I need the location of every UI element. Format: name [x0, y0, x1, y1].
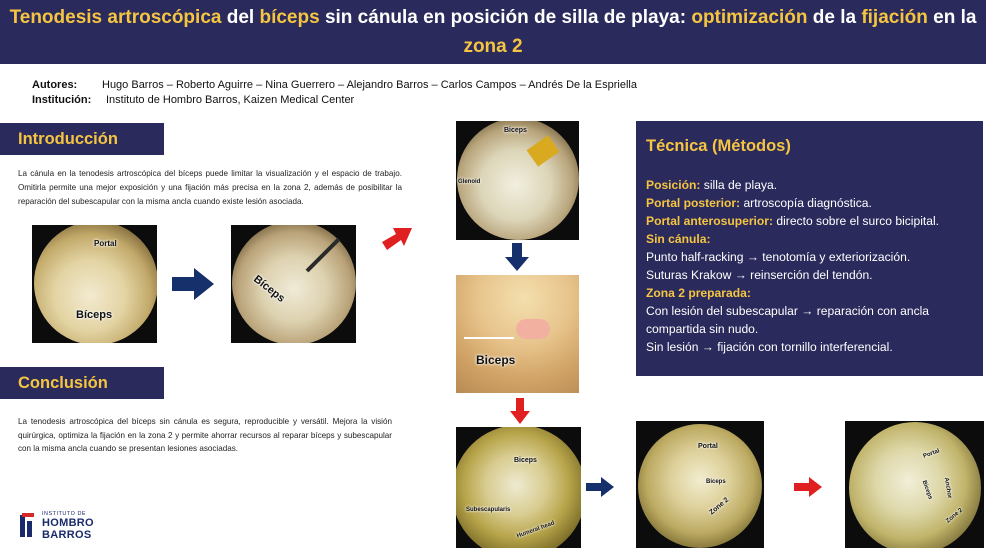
conclusion-text: La tenodesis artroscópica del bíceps sin cánula es segura, reproducible y versátil. Mejora la visión quirúrgica, optimiza la fijación en la zona 2 y permite ahorrar recursos al reparar bíceps y subescapular con la misma ancla cuando se presentan lesiones asociadas.	[18, 417, 392, 453]
technique-step: Suturas Krakow → reinserción del tendón.	[646, 268, 873, 282]
author-block	[32, 78, 637, 108]
tendon-shape	[516, 319, 550, 339]
technique-key: Portal posterior:	[646, 196, 741, 210]
institution-name: Instituto de Hombro Barros, Kaizen Medical Center	[106, 94, 355, 106]
technique-step: Sin lesión → fijación con tornillo interferencial.	[646, 340, 893, 354]
arthroscopy-image-1	[32, 225, 157, 343]
authors-row	[32, 78, 637, 93]
label-biceps: Bíceps	[76, 309, 113, 321]
institution-label: Institución:	[32, 94, 92, 106]
technique-step: Punto half-racking → tenotomía y exteriorización.	[646, 250, 911, 264]
arthroscopy-image-5	[456, 427, 581, 548]
technique-value: directo sobre el surco bicipital.	[773, 214, 940, 228]
poster-title	[0, 0, 986, 64]
suture-shape	[464, 337, 514, 339]
conclusion-heading: Conclusión	[0, 367, 164, 399]
title-part: zona 2	[463, 36, 523, 57]
technique-posterior-portal	[646, 194, 973, 212]
label-portal: Portal	[922, 448, 941, 460]
label-biceps: Bíceps	[251, 273, 287, 305]
arthroscopy-image-6	[636, 421, 764, 548]
label-portal: Portal	[698, 443, 718, 450]
label-biceps: Biceps	[706, 479, 726, 485]
instrument-shape	[303, 235, 343, 275]
title-part: sin cánula en posición de silla de playa:	[319, 7, 692, 28]
arrow-right-icon	[794, 477, 822, 497]
label-anchor: Anchor	[942, 477, 953, 499]
surgical-image-4	[456, 275, 579, 393]
technique-zone2	[646, 284, 973, 302]
logo-mark-icon	[18, 513, 38, 539]
label-biceps: Biceps	[504, 127, 527, 134]
arrow-right-icon	[586, 477, 614, 497]
technique-step: Con lesión del subescapular → reparación con ancla compartida sin nudo.	[646, 304, 930, 336]
arrow-down-icon	[505, 243, 529, 271]
label-zone2: Zone 2	[708, 496, 731, 517]
authors-label: Autores:	[32, 79, 78, 91]
arrow-down-icon	[510, 398, 530, 424]
technique-panel	[636, 121, 983, 376]
introduction-heading: Introducción	[0, 123, 164, 155]
title-part: optimización	[691, 7, 808, 28]
technique-value: artroscopía diagnóstica.	[740, 196, 872, 210]
scope-view	[456, 427, 581, 548]
title-part: bíceps	[259, 7, 320, 28]
technique-position	[646, 176, 973, 194]
logo-text	[42, 518, 94, 541]
title-part: Tenodesis artroscópica	[9, 7, 222, 28]
scope-view	[849, 422, 981, 548]
technique-anterosuperior-portal	[646, 212, 973, 230]
title-part: fijación	[861, 7, 928, 28]
arthroscopy-image-7	[845, 421, 984, 548]
title-part: en la	[927, 7, 977, 28]
logo-line: BARROS	[42, 528, 92, 541]
label-humeral-head: Humeral head	[516, 520, 556, 540]
label-zone2: Zone 2	[945, 507, 965, 525]
logo-text: INSTITUTO DE	[42, 511, 87, 517]
arrow-right-icon	[172, 268, 214, 300]
technique-key: Zona 2 preparada:	[646, 286, 751, 300]
title-part: del	[221, 7, 260, 28]
introduction-text: La cánula en la tenodesis artroscópica del bíceps puede limitar la visualización y el espacio de trabajo. Omitirla permite una mejor exposición y una fijación más precisa en la zona 2, además de posibilitar la reparación del subescapular con la misma ancla cuando existe lesión asociada.	[18, 169, 402, 206]
technique-no-cannula	[646, 230, 973, 248]
technique-key: Portal anterosuperior:	[646, 214, 774, 228]
label-glenoid: Glenoid	[458, 179, 481, 185]
label-portal: Portal	[94, 239, 117, 248]
technique-key: Posición:	[646, 178, 701, 192]
institute-logo	[18, 510, 128, 542]
technique-heading: Técnica (Métodos)	[646, 137, 791, 155]
label-biceps: Biceps	[514, 457, 537, 464]
label-subescapularis: Subescapularis	[466, 507, 511, 513]
title-part: de la	[807, 7, 862, 28]
arthroscopy-image-3	[456, 121, 579, 240]
label-biceps: Biceps	[920, 479, 934, 501]
logo-line: HOMBRO	[42, 517, 94, 529]
institution-row	[32, 93, 637, 108]
technique-key: Sin cánula:	[646, 232, 711, 246]
authors-list: Hugo Barros – Roberto Aguirre – Nina Guerrero – Alejandro Barros – Carlos Campos – Andrés De la Espriella	[102, 79, 637, 91]
technique-value: silla de playa.	[700, 178, 778, 192]
label-biceps: Biceps	[476, 353, 516, 367]
arthroscopy-image-2	[231, 225, 356, 343]
arrow-diagonal-icon	[382, 224, 412, 252]
